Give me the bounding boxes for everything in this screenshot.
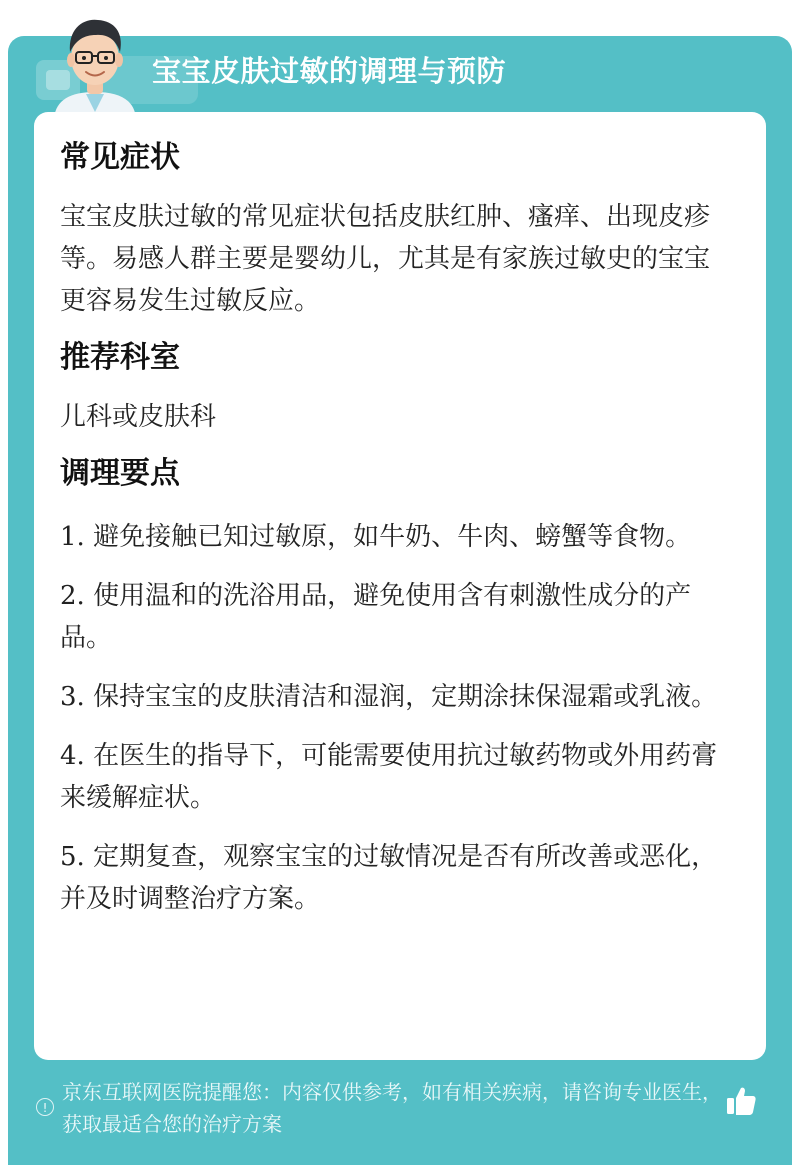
section-title-symptoms: 常见症状 xyxy=(60,140,180,175)
section-title-department: 推荐科室 xyxy=(60,340,180,375)
list-item-number: 5. xyxy=(60,842,85,872)
list-item-number: 4. xyxy=(60,741,85,771)
section-title-care-points: 调理要点 xyxy=(60,456,180,491)
info-icon: ! xyxy=(36,1098,54,1116)
list-item xyxy=(60,836,730,920)
doctor-avatar xyxy=(40,8,150,118)
list-item xyxy=(60,516,730,558)
department-text: 儿科或皮肤科 xyxy=(60,402,217,432)
list-item xyxy=(60,575,730,659)
disclaimer-text: 京东互联网医院提醒您：内容仅供参考，如有相关疾病，请咨询专业医生，获取最适合您的治疗方案 xyxy=(62,1080,722,1136)
list-item xyxy=(60,676,730,718)
list-item-number: 2. xyxy=(60,581,85,611)
footer xyxy=(0,1062,800,1165)
list-item-text: 使用温和的洗浴用品，避免使用含有刺激性成分的产品。 xyxy=(60,581,692,653)
care-points-list xyxy=(60,516,730,920)
page-title: 宝宝皮肤过敏的调理与预防 xyxy=(152,54,507,88)
list-item-text: 定期复查，观察宝宝的过敏情况是否有所改善或恶化，并及时调整治疗方案。 xyxy=(60,842,718,914)
content-card xyxy=(34,112,766,1060)
list-item-number: 1. xyxy=(60,522,85,552)
list-item-text: 保持宝宝的皮肤清洁和湿润，定期涂抹保湿霜或乳液。 xyxy=(93,682,718,712)
list-item xyxy=(60,735,730,819)
list-item-text: 在医生的指导下，可能需要使用抗过敏药物或外用药膏来缓解症状。 xyxy=(60,741,718,813)
list-item-number: 3. xyxy=(60,682,85,712)
list-item-text: 避免接触已知过敏原，如牛奶、牛肉、螃蟹等食物。 xyxy=(93,522,692,552)
thumbs-up-icon[interactable] xyxy=(724,1084,758,1118)
symptoms-text: 宝宝皮肤过敏的常见症状包括皮肤红肿、瘙痒、出现皮疹等。易感人群主要是婴幼儿，尤其是有家族过敏史的宝宝更容易发生过敏反应。 xyxy=(60,202,711,316)
